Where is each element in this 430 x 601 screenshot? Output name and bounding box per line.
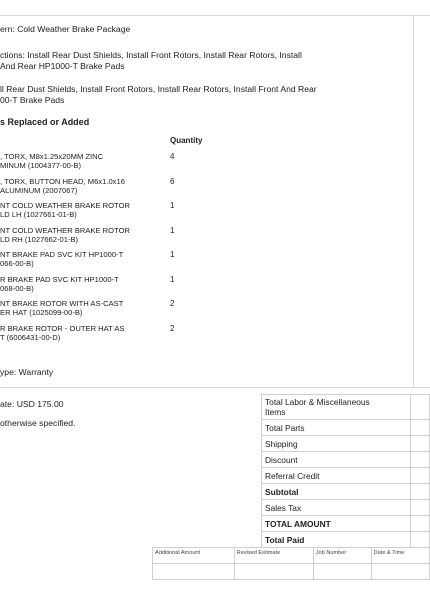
part-name: NT COLD WEATHER BRAKE ROTOR LD LH (1027661-01-B) (0, 201, 130, 220)
part-name: , TORX, BUTTON HEAD, M6x1.0x16 ALUMINUM (2007067) (0, 176, 125, 195)
part-name: NT BRAKE PAD SVC KIT HP1000-T 066-00-B) (0, 250, 124, 269)
parts-list (0, 152, 200, 348)
totals-row (262, 532, 430, 548)
top-rule (0, 15, 430, 16)
totals-label: Total Parts (262, 420, 411, 436)
authorization-value-row (153, 564, 430, 580)
part-quantity: 2 (170, 299, 175, 308)
otherwise-text: otherwise specified. (0, 418, 76, 428)
part-quantity: 2 (170, 323, 175, 333)
authorization-header-row (153, 548, 430, 564)
part-quantity: 1 (170, 201, 175, 210)
pay-type: ype: Warranty (0, 367, 54, 377)
totals-row (262, 395, 430, 420)
totals-row (262, 484, 430, 500)
totals-value (411, 420, 430, 436)
additional-amount-header: Additional Amount (153, 548, 235, 564)
totals-label: Shipping (262, 436, 411, 452)
part-row (0, 177, 200, 202)
part-row (0, 250, 200, 275)
totals-value (411, 468, 430, 484)
concern-text: ern: Cold Weather Brake Package (0, 24, 131, 34)
totals-row (262, 452, 430, 468)
right-column-rule (413, 15, 414, 387)
job-number-header: Job Number (313, 548, 371, 564)
totals-value (411, 500, 430, 516)
totals-label: Sales Tax (262, 500, 411, 516)
section-rule (0, 387, 430, 388)
part-name: , TORX, M8x1.25x20MM ZINC MINUM (1004377-00-B) (0, 152, 104, 171)
part-quantity: 6 (170, 176, 175, 186)
parts-heading: s Replaced or Added (0, 117, 90, 127)
totals-table (261, 394, 430, 548)
part-name: R BRAKE PAD SVC KIT HP1000-T 068-00-B) (0, 274, 119, 293)
part-row (0, 299, 200, 324)
totals-value (411, 395, 430, 420)
part-quantity: 4 (170, 152, 175, 161)
totals-label: TOTAL AMOUNT (262, 516, 411, 532)
totals-value (411, 484, 430, 500)
part-quantity: 1 (170, 250, 175, 259)
part-row (0, 201, 200, 226)
additional-amount-cell (153, 564, 235, 580)
job-number-cell (313, 564, 371, 580)
part-quantity: 1 (170, 225, 175, 235)
totals-value (411, 452, 430, 468)
estimate-text: ate: USD 175.00 (0, 399, 64, 409)
totals-value (411, 436, 430, 452)
work-line-2: 00-T Brake Pads (0, 95, 65, 105)
corrections-line-1: ctions: Install Rear Dust Shields, Install Front Rotors, Install Rear Rotors, Install (0, 50, 302, 60)
totals-label: Referral Credit (262, 468, 411, 484)
work-line-1: ll Rear Dust Shields, Install Front Rotors, Install Rear Rotors, Install Front And Rear (0, 84, 317, 94)
part-row (0, 226, 200, 251)
totals-row (262, 516, 430, 532)
totals-label: Discount (262, 452, 411, 468)
totals-label: Subtotal (262, 484, 411, 500)
authorization-table (152, 547, 430, 580)
part-name: NT COLD WEATHER BRAKE ROTOR LD RH (1027662-01-B) (0, 225, 130, 244)
totals-row (262, 500, 430, 516)
revised-estimate-header: Revised Estimate (234, 548, 313, 564)
date-time-header: Date & Time (371, 548, 429, 564)
totals-value (411, 532, 430, 548)
part-row (0, 152, 200, 177)
part-row (0, 324, 200, 349)
totals-row (262, 468, 430, 484)
totals-label: Total Paid (262, 532, 411, 548)
date-time-cell (371, 564, 429, 580)
part-quantity: 1 (170, 274, 175, 284)
totals-row (262, 436, 430, 452)
revised-estimate-cell (234, 564, 313, 580)
part-name: NT BRAKE ROTOR WITH AS-CAST ER HAT (1025099-00-B) (0, 299, 124, 318)
quantity-header: Quantity (170, 136, 203, 145)
part-name: R BRAKE ROTOR - OUTER HAT AS T (6006431-00-D) (0, 323, 125, 342)
totals-label: Total Labor & Miscellaneous Items (262, 395, 411, 420)
corrections-line-2: And Rear HP1000-T Brake Pads (0, 61, 125, 71)
part-row (0, 275, 200, 300)
totals-row (262, 420, 430, 436)
totals-value (411, 516, 430, 532)
